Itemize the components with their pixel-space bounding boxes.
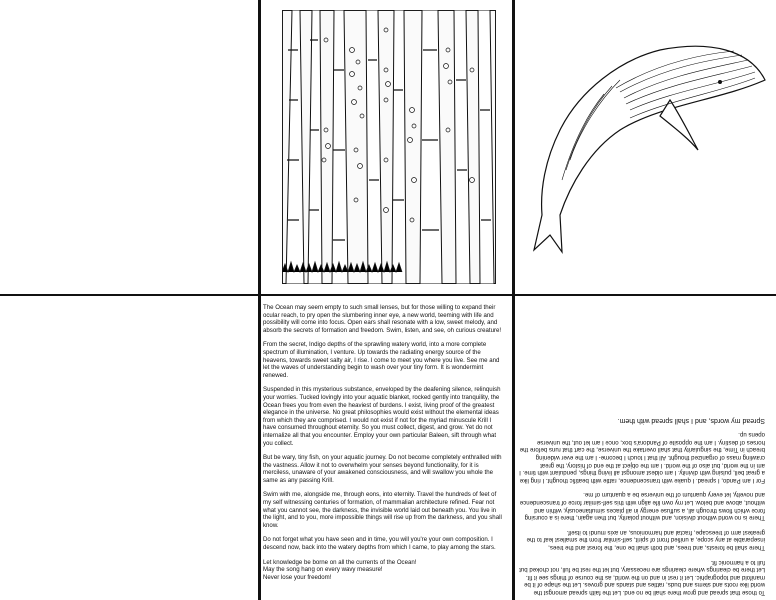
pando-paragraph-2: There shall be forests, and trees, and both shall be one, the forest and the trees, inseparable at any scope, a unified front of spirit, self-similar from the smallest leaf to the greatest arm of treescape, fractal and harmonious, an axis mundi to itself. [526, 528, 765, 552]
blank-panel-bottom-left [0, 296, 258, 600]
pando-paragraph-3: There is no world without division, and without polarity, but then again, there is a coursing force which flows through all, a suffuse energy in all places simultaneously, within and without, above and below. Let my own life align with this self-similar force of transcendence and novelty, let every quantum of the universe be a quantum of me. [519, 491, 765, 522]
ocean-closing-lines: Let knowledge be borne on all the currents of the Ocean! May the song hang on every wavy measure! Never lose your freedom! [263, 558, 417, 581]
pando-closing-line: Spread my words, and I shall spread with them. [617, 416, 765, 424]
whale-illustration [520, 20, 770, 270]
row-divider [0, 294, 776, 296]
column-divider-right [512, 0, 515, 600]
ocean-paragraph-1: The Ocean may seem empty to such small lenses, but for those willing to expand their ocular reach, to pry open the slumbering inner eye, a new world, teeming with life and possibility will come into focus. Open ears shall resonate with a low, sweet melody, and absorb the secrets of formation and freedom. Swim, listen, and see, oh curious creature! [263, 304, 502, 334]
aspen-forest-illustration [282, 10, 496, 284]
blank-panel-top-left [0, 0, 258, 294]
pando-paragraph-4: For I am Pando, I spread. I quake with transcendence, rattle with beatific thought. I ring like a great bell, pulsing with divinity. I am oldest amongst all living things, pendulant with time. I am in the world, but also of the world. I am the object at the end of history, the great crawling mass of organized thought. All that I touch I become- I am the ever widening breach in Time, the singularity that shall overtake the universe, the cart that runs before the horses of destiny. I am the opposite of Pandora's box, once I am let out, the universe opens up. [519, 431, 765, 484]
ocean-paragraph-4: But be wary, tiny fish, on your aquatic journey. Do not become completely enthralled with the vastness. Allow it not to overwhelm your senses beyond functionality, for it is merciless, unaware of your awakened consciousness, and will swallow you whole the same as any passing Krill. [263, 454, 502, 484]
ocean-paragraph-6: Do not forget what you have seen and in time, you will you're your own composition. I descend now, back into the watery depths from which I came, to play among the stars. [263, 536, 496, 552]
pando-text-column [519, 304, 765, 596]
ocean-text-column [263, 304, 505, 596]
column-divider-left [258, 0, 261, 600]
ocean-paragraph-5: Swim with me, alongside me, through eons, into eternity. Travel the hundreds of feet of my self witnessing centuries of formation, of mammalian architecture refined. Fear not what you cannot see, the darkness, the invisible world laid out beneath you. You live in the light, and to you, more impossible things will rise up from the darkness, and you shall know. [263, 491, 502, 529]
pando-paragraph-1: To those that spread and grow there shall be no end. Let the faith spread amongst the world like roots and stems and buds, rattles and stands and groves. Let the shape of it be manifold and topographic. Let it rest in and on the world, as the course of things see it fit. Let there be clearings where clearings are necessary, but let the rest be full, not choked but full to a harmonic fit. [519, 558, 765, 596]
ocean-paragraph-2: From the secret, Indigo depths of the sprawling watery world, into a more complete spectrum of illumination, I venture. Up towards the radiating energy source of the heavens, towards sweet salty air, I rise. I come to meet you where you live. See me and let the waves of understanding begin to wash over your tiny form. It is wondermint renewed. [263, 341, 500, 379]
ocean-paragraph-3: Suspended in this mysterious substance, enveloped by the deafening silence, relinquish your worries. Tucked lovingly into your aquatic blanket, rocked gently into tranquility, the Ocean frees you from even the heaviest of burdens. I exist, living proof of the greatest elegance in the universe. No great philosophies would exist without the elemental ideas from which they are comprised. I would not exist if not for the myriad minuscule Krill I have consumed throughout eternity. So you must collect, digest, and grow. Yet do not internalize all that you encounter. Employ your own particular Baleen, sift through what you collect. [263, 386, 501, 447]
